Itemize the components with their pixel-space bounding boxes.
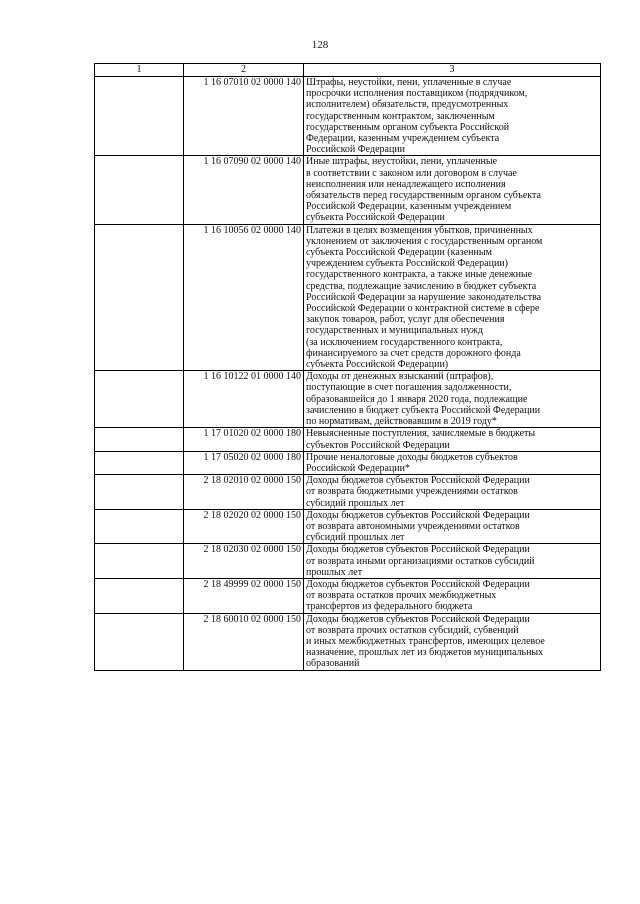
- description-cell: [304, 224, 601, 371]
- budget-code-cell: 2 18 60010 02 0000 150: [184, 613, 304, 670]
- description-line: закупок товаров, работ, услуг для обеспечения: [306, 314, 505, 326]
- description-line: образований: [306, 658, 360, 670]
- description-cell: [304, 544, 601, 579]
- revenue-codes-table: [94, 63, 601, 671]
- description-line: субъекта Российской Федерации: [306, 212, 445, 224]
- budget-code-cell: 1 16 07090 02 0000 140: [184, 156, 304, 224]
- description-line: Федерации, казенным учреждением субъекта: [306, 133, 500, 145]
- description-line: Иные штрафы, неустойки, пени, уплаченные: [306, 156, 498, 168]
- description-cell: [304, 371, 601, 428]
- row-number-cell: [95, 77, 184, 156]
- description-line: зачислению в бюджет субъекта Российской Федерации: [306, 404, 541, 416]
- description-line: Российской Федерации за нарушение законодательства: [306, 291, 542, 303]
- description-line: просрочки исполнения поставщиком (подрядчиком,: [306, 88, 528, 100]
- description-line: финансируемого за счет средств дорожного фонда: [306, 347, 521, 359]
- description-line: Доходы от денежных взысканий (штрафов),: [306, 371, 494, 383]
- description-line: Доходы бюджетов субъектов Российской Федерации: [306, 544, 530, 556]
- row-number-cell: [95, 613, 184, 670]
- row-number-cell: [95, 371, 184, 428]
- description-line: Штрафы, неустойки, пени, уплаченные в случае: [306, 77, 512, 88]
- description-cell: [304, 451, 601, 474]
- description-line: от возврата бюджетными учреждениями остатков: [306, 486, 518, 498]
- row-number-cell: [95, 509, 184, 544]
- description-line: обязательств перед государственным органом субъекта: [306, 190, 541, 202]
- description-line: Доходы бюджетов субъектов Российской Федерации: [306, 578, 530, 590]
- row-number-cell: [95, 428, 184, 451]
- description-line: поступающие в счет погашения задолженности,: [306, 382, 512, 394]
- budget-code-cell: 1 16 07010 02 0000 140: [184, 77, 304, 156]
- row-number-cell: [95, 578, 184, 613]
- budget-code-cell: 2 18 49999 02 0000 150: [184, 578, 304, 613]
- description-line: от возврата автономными учреждениями остатков: [306, 520, 520, 532]
- table-row: [95, 224, 601, 371]
- description-line: государственного контракта, а также иные денежные: [306, 269, 533, 281]
- table-row: [95, 578, 601, 613]
- column-header-2: 2: [184, 64, 304, 77]
- description-line: прошлых лет: [306, 566, 363, 578]
- description-line: неисполнения или ненадлежащего исполнения: [306, 178, 506, 190]
- page-number: 128: [311, 39, 329, 51]
- row-number-cell: [95, 475, 184, 510]
- description-line: от возврата остатков прочих межбюджетных: [306, 590, 497, 602]
- description-line: государственным органом субъекта Российской: [306, 121, 510, 133]
- description-line: Российской Федерации о контрактной системе в сфере: [306, 303, 540, 315]
- table-row: [95, 509, 601, 544]
- row-number-cell: [95, 451, 184, 474]
- budget-code-cell: 1 17 05020 02 0000 180: [184, 451, 304, 474]
- description-line: субсидий прошлых лет: [306, 497, 405, 509]
- row-number-cell: [95, 224, 184, 371]
- description-line: назначение, прошлых лет из бюджетов муниципальных: [306, 647, 544, 659]
- description-line: (за исключением государственного контракта,: [306, 336, 503, 348]
- description-cell: [304, 613, 601, 670]
- description-cell: [304, 77, 601, 156]
- description-line: и иных межбюджетных трансфертов, имеющих целевое: [306, 635, 545, 647]
- table-header-row: [95, 64, 601, 77]
- description-line: Доходы бюджетов субъектов Российской Федерации: [306, 475, 530, 487]
- description-line: Невыясненные поступления, зачисляемые в бюджеты: [306, 428, 536, 440]
- table-row: [95, 475, 601, 510]
- description-line: субсидий прошлых лет: [306, 532, 405, 544]
- description-cell: [304, 475, 601, 510]
- budget-code-cell: 2 18 02010 02 0000 150: [184, 475, 304, 510]
- budget-code-cell: 1 17 01020 02 0000 180: [184, 428, 304, 451]
- table-row: [95, 613, 601, 670]
- row-number-cell: [95, 544, 184, 579]
- description-cell: [304, 509, 601, 544]
- description-line: Российской Федерации: [306, 144, 406, 156]
- description-line: Прочие неналоговые доходы бюджетов субъектов: [306, 451, 518, 463]
- description-line: учреждением субъекта Российской Федерации): [306, 258, 508, 270]
- table-row: [95, 451, 601, 474]
- description-line: в соответствии с законом или договором в случае: [306, 167, 517, 179]
- column-header-1: 1: [95, 64, 184, 77]
- description-line: Платежи в целях возмещения убытков, причиненных: [306, 224, 533, 236]
- table-row: [95, 77, 601, 156]
- description-line: государственных и муниципальных нужд: [306, 325, 483, 337]
- table-row: [95, 544, 601, 579]
- description-line: субъекта Российской Федерации): [306, 359, 449, 371]
- table-body: [95, 77, 601, 671]
- description-line: от возврата иными организациями остатков субсидий: [306, 555, 535, 567]
- description-line: субъектов Российской Федерации: [306, 439, 450, 451]
- description-line: трансфертов из федерального бюджета: [306, 601, 473, 613]
- description-line: исполнителем) обязательств, предусмотренных: [306, 99, 509, 111]
- description-cell: [304, 428, 601, 451]
- description-line: средства, подлежащие зачислению в бюджет субъекта: [306, 280, 537, 292]
- row-number-cell: [95, 156, 184, 224]
- table-row: [95, 156, 601, 224]
- description-line: Российской Федерации*: [306, 462, 411, 474]
- budget-code-cell: 2 18 02030 02 0000 150: [184, 544, 304, 579]
- budget-code-cell: 1 16 10122 01 0000 140: [184, 371, 304, 428]
- column-header-3: 3: [304, 64, 601, 77]
- description-cell: [304, 156, 601, 224]
- description-line: образовавшейся до 1 января 2020 года, подлежащие: [306, 393, 528, 405]
- description-line: от возврата прочих остатков субсидий, субвенций: [306, 624, 519, 636]
- description-line: Доходы бюджетов субъектов Российской Федерации: [306, 613, 530, 625]
- budget-code-cell: 2 18 02020 02 0000 150: [184, 509, 304, 544]
- description-line: Доходы бюджетов субъектов Российской Федерации: [306, 509, 530, 521]
- description-line: субъекта Российской Федерации (казенным: [306, 247, 492, 259]
- budget-code-cell: 1 16 10056 02 0000 140: [184, 224, 304, 371]
- table-row: [95, 428, 601, 451]
- description-line: государственным контрактом, заключенным: [306, 110, 495, 122]
- description-cell: [304, 578, 601, 613]
- table-row: [95, 371, 601, 428]
- description-line: Российской Федерации, казенным учреждением: [306, 201, 512, 213]
- description-line: по нормативам, действовавшим в 2019 году*: [306, 416, 497, 428]
- description-line: уклонением от заключения с государственным органом: [306, 235, 543, 247]
